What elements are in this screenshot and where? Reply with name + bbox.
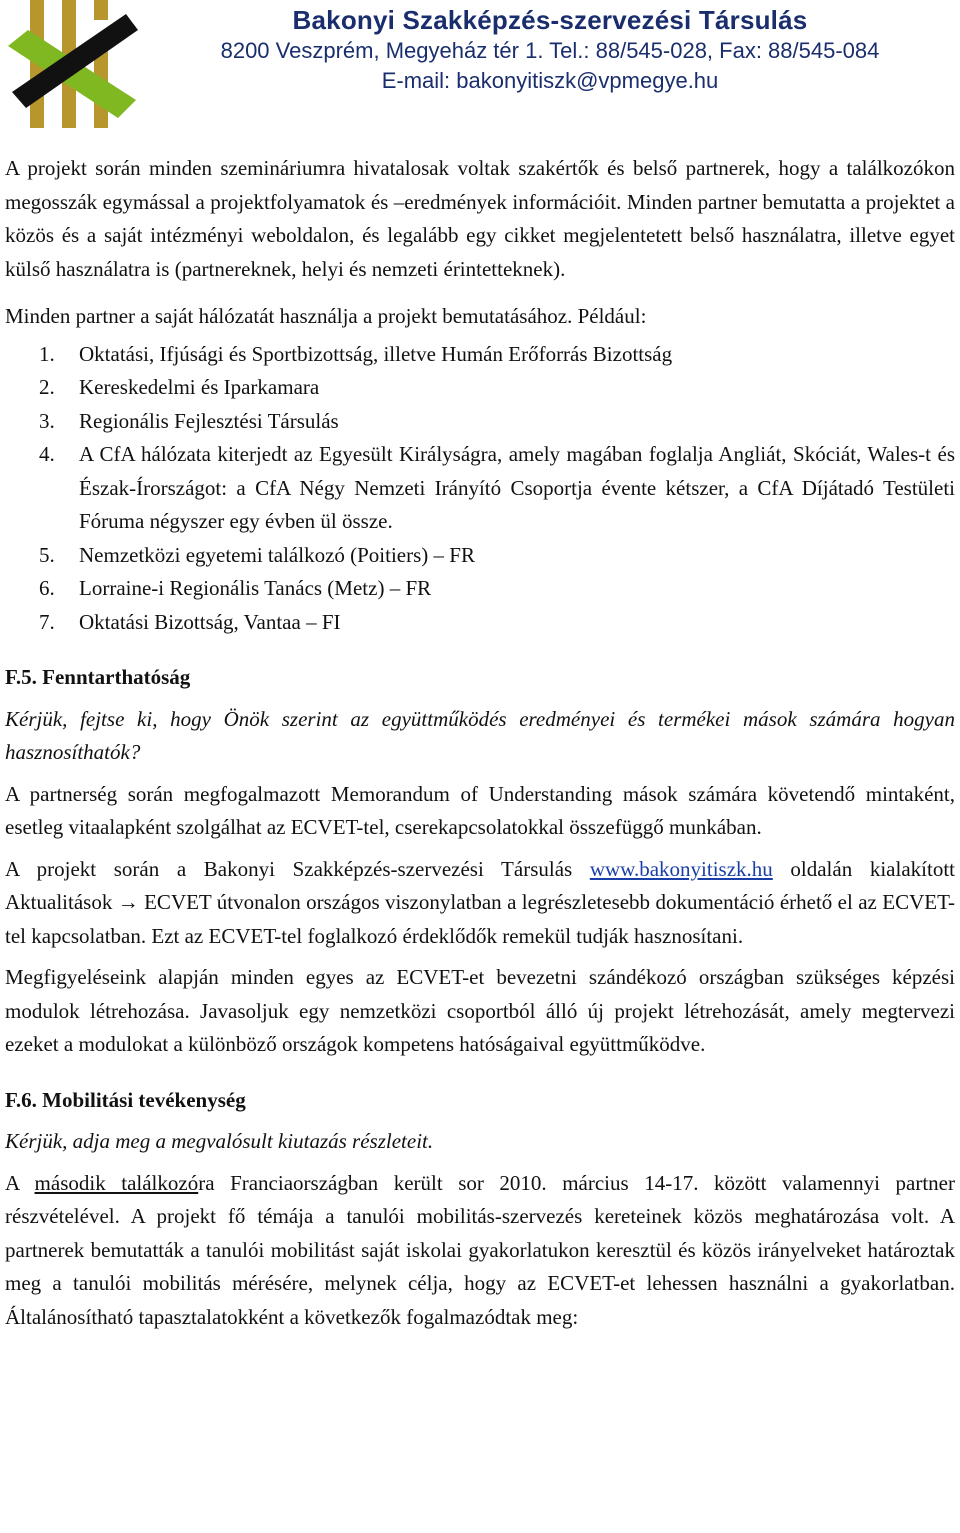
list-item [5, 371, 955, 405]
list-item-text: Regionális Fejlesztési Társulás [79, 408, 339, 433]
section-f5-paragraph-1: A partnerség során megfogalmazott Memorandum of Understanding mások számára követendő mintaként, esetleg vitaalapként szolgálhat az ECVET-tel, cserekapcsolatokkal összefüggő munkában. [5, 781, 955, 839]
list-item-text: Oktatási, Ifjúsági és Sportbizottság, illetve Humán Erőforrás Bizottság [79, 341, 673, 366]
website-link[interactable]: www.bakonyitiszk.hu [589, 856, 773, 881]
intro-paragraph-1: A projekt során minden szemináriumra hivatalosak voltak szakértők és belső partnerek, hogy a találkozókon megosszák egymással a projektfolyamatok és –eredmények információit. Minden partner bemutatta a projektet a közös és a saját intézményi weboldalon, és legalább egy cikket megjelentetett belső használatra, illetve egyet külső használatra is (partnereknek, helyi és nemzeti érintetteknek). [5, 156, 955, 281]
list-item-number: 7. [39, 609, 55, 634]
organization-logo-icon [8, 0, 138, 128]
list-item-number: 5. [39, 542, 55, 567]
intro-paragraph-2: Minden partner a saját hálózatát használja a projekt bemutatásához. Például: [5, 304, 647, 328]
list-item [5, 606, 955, 640]
list-item-text: Nemzetközi egyetemi találkozó (Poitiers) – FR [79, 542, 475, 567]
section-f6-question: Kérjük, adja meg a megvalósult kiutazás részleteit. [5, 1129, 434, 1153]
paragraph-text: A projekt során a Bakonyi Szakképzés-szervezési Társulás [5, 856, 590, 881]
list-item [5, 539, 955, 573]
organization-name: Bakonyi Szakképzés-szervezési Társulás [292, 5, 808, 35]
underlined-text: második találkozó [34, 1170, 199, 1195]
section-heading-f5: F.5. Fenntarthatóság [5, 665, 191, 689]
list-item-number: 3. [39, 408, 55, 433]
list-item-text: Lorraine-i Regionális Tanács (Metz) – FR [79, 576, 432, 600]
organization-email: E-mail: bakonyitiszk@vpmegye.hu [381, 68, 719, 93]
organization-header [150, 4, 950, 96]
list-item [5, 338, 955, 372]
list-item [5, 405, 955, 439]
paragraph-text: ra Franciaországban került sor 2010. március 14-17. között valamennyi partner részvételével. A projekt fő témája a tanulói mobilitás-szervezés kereteinek közös meghatározása volt. A partnerek bemutatták a tanulói mobilitást saját iskolai gyakorlatukon keresztül és közös irányelveket határoztak meg a tanulói mobilitás mérésére, melynek célja, hogy az ECVET-et lehessen használni a gyakorlatban. Általánosítható tapasztalatokként a következők fogalmazódtak meg: [5, 1170, 955, 1329]
list-item-number: 6. [39, 576, 55, 600]
list-item [5, 438, 955, 539]
list-item-number: 2. [39, 375, 55, 399]
list-item-text: A CfA hálózata kiterjedt az Egyesült Királyságra, amely magában foglalja Angliát, Skóciát, Wales-t és Észak-Írországot: a CfA Négy Nemzeti Irányító Csoportja évente kétszer, a CfA Díjátadó Testületi Fóruma négyszer egy évben ül össze. [79, 442, 955, 533]
organization-address: 8200 Veszprém, Megyeház tér 1. Tel.: 88/545-028, Fax: 88/545-084 [220, 38, 880, 63]
paragraph-text: oldalán kialakított Aktualitások → ECVET útvonalon országos viszonylatban a legrészletesebb dokumentáció érhető el az ECVET-tel kapcsolatban. Ezt az ECVET-tel foglalkozó érdeklődők remekül tudják hasznosítani. [5, 856, 955, 948]
section-heading-f6: F.6. Mobilitási tevékenység [5, 1087, 246, 1112]
list-item-text: Kereskedelmi és Iparkamara [79, 375, 320, 399]
paragraph-text: A [5, 1170, 35, 1195]
section-f6-paragraph-1 [5, 1167, 955, 1335]
list-item-number: 4. [39, 442, 55, 466]
partner-network-list [5, 338, 955, 640]
section-f5-paragraph-3: Megfigyeléseink alapján minden egyes az ECVET-et bevezetni szándékozó országban szükséges képzési modulok létrehozása. Javasoljuk egy nemzetközi csoportból álló új projekt létrehozását, amely megtervezi ezeket a modulokat a különböző országok kompetens hatóságaival együttműködve. [5, 965, 955, 1056]
list-item [5, 572, 955, 606]
section-f5-question: Kérjük, fejtse ki, hogy Önök szerint az együttműködés eredményei és termékei mások számára hogyan hasznosíthatók? [5, 706, 955, 764]
list-item-text: Oktatási Bizottság, Vantaa – FI [79, 609, 341, 634]
document-body [5, 152, 955, 1334]
list-item-number: 1. [39, 341, 55, 366]
section-f5-paragraph-2 [5, 853, 955, 954]
